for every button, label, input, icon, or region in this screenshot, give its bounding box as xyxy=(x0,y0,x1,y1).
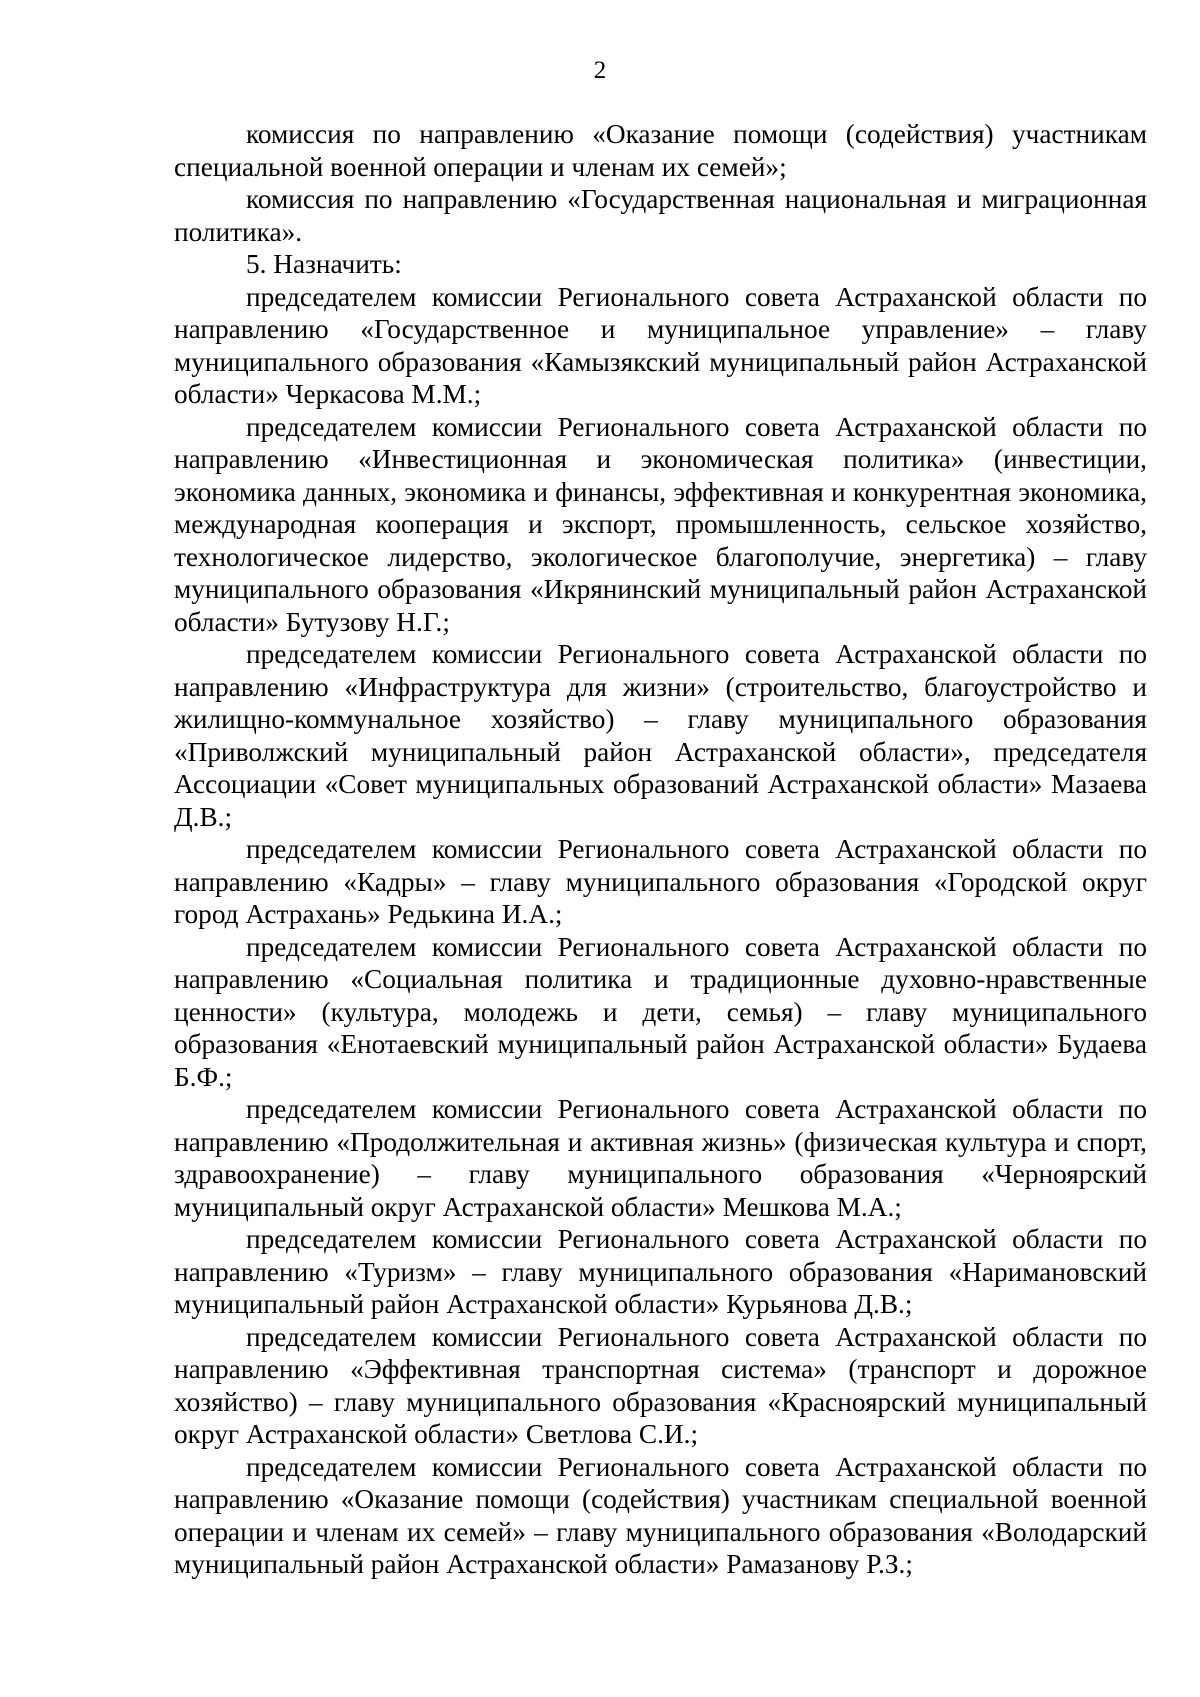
document-body xyxy=(174,118,1147,1581)
paragraph-chair-tourism: председателем комиссии Регионального совета Астраханской области по направлению «Туризм» – главу муниципального образования «Наримановский муниципальный район Астраханской области» Курьянова Д.В.; xyxy=(174,1224,1147,1319)
paragraph-chair-active-life: председателем комиссии Регионального совета Астраханской области по направлению «Продолжительная и активная жизнь» (физическая культура и спорт, здравоохранение) – главу муниципального образования «Черноярский муниципальный округ Астраханской области» Мешкова М.А.; xyxy=(174,1094,1147,1222)
paragraph-chair-infrastructure: председателем комиссии Регионального совета Астраханской области по направлению «Инфраструктура для жизни» (строительство, благоустройство и жилищно-коммунальное хозяйство) – главу муниципального образования «Приволжский муниципальный район Астраханской области», председателя Ассоциации «Совет муниципальных образований Астраханской области» Мазаева Д.В.; xyxy=(174,639,1147,832)
paragraph-chair-transport: председателем комиссии Регионального совета Астраханской области по направлению «Эффективная транспортная система» (транспорт и дорожное хозяйство) – главу муниципального образования «Красноярский муниципальный округ Астраханской области» Светлова С.И.; xyxy=(174,1321,1147,1449)
page-number: 2 xyxy=(593,57,607,84)
paragraph-chair-investment-policy: председателем комиссии Регионального совета Астраханской области по направлению «Инвестиционная и экономическая политика» (инвестиции, экономика данных, экономика и финансы, эффективная и конкурентная экономика, международная кооперация и экспорт, промышленность, сельское хозяйство, технологическое лидерство, экологическое благополучие, энергетика) – главу муниципального образования «Икрянинский муниципальный район Астраханской области» Бутузову Н.Г.; xyxy=(174,411,1147,637)
paragraph-item-5-heading: 5. Назначить: xyxy=(246,249,402,279)
paragraph-commission-svo: комиссия по направлению «Оказание помощи (содействия) участникам специальной военной операции и членам их семей»; xyxy=(174,119,1147,182)
paragraph-chair-social-policy: председателем комиссии Регионального совета Астраханской области по направлению «Социальная политика и традиционные духовно-нравственные ценности» (культура, молодежь и дети, семья) – главу муниципального образования «Енотаевский муниципальный район Астраханской области» Будаева Б.Ф.; xyxy=(174,931,1147,1092)
paragraph-commission-migration: комиссия по направлению «Государственная национальная и миграционная политика». xyxy=(174,184,1147,247)
paragraph-chair-personnel: председателем комиссии Регионального совета Астраханской области по направлению «Кадры» – главу муниципального образования «Городской округ город Астрахань» Редькина И.А.; xyxy=(174,834,1147,929)
paragraph-chair-svo-assistance: председателем комиссии Регионального совета Астраханской области по направлению «Оказание помощи (содействия) участникам специальной военной операции и членам их семей» – главу муниципального образования «Володарский муниципальный район Астраханской области» Рамазанову Р.З.; xyxy=(174,1451,1147,1579)
paragraph-chair-public-administration: председателем комиссии Регионального совета Астраханской области по направлению «Государственное и муниципальное управление» – главу муниципального образования «Камызякский муниципальный район Астраханской области» Черкасова М.М.; xyxy=(174,281,1147,409)
